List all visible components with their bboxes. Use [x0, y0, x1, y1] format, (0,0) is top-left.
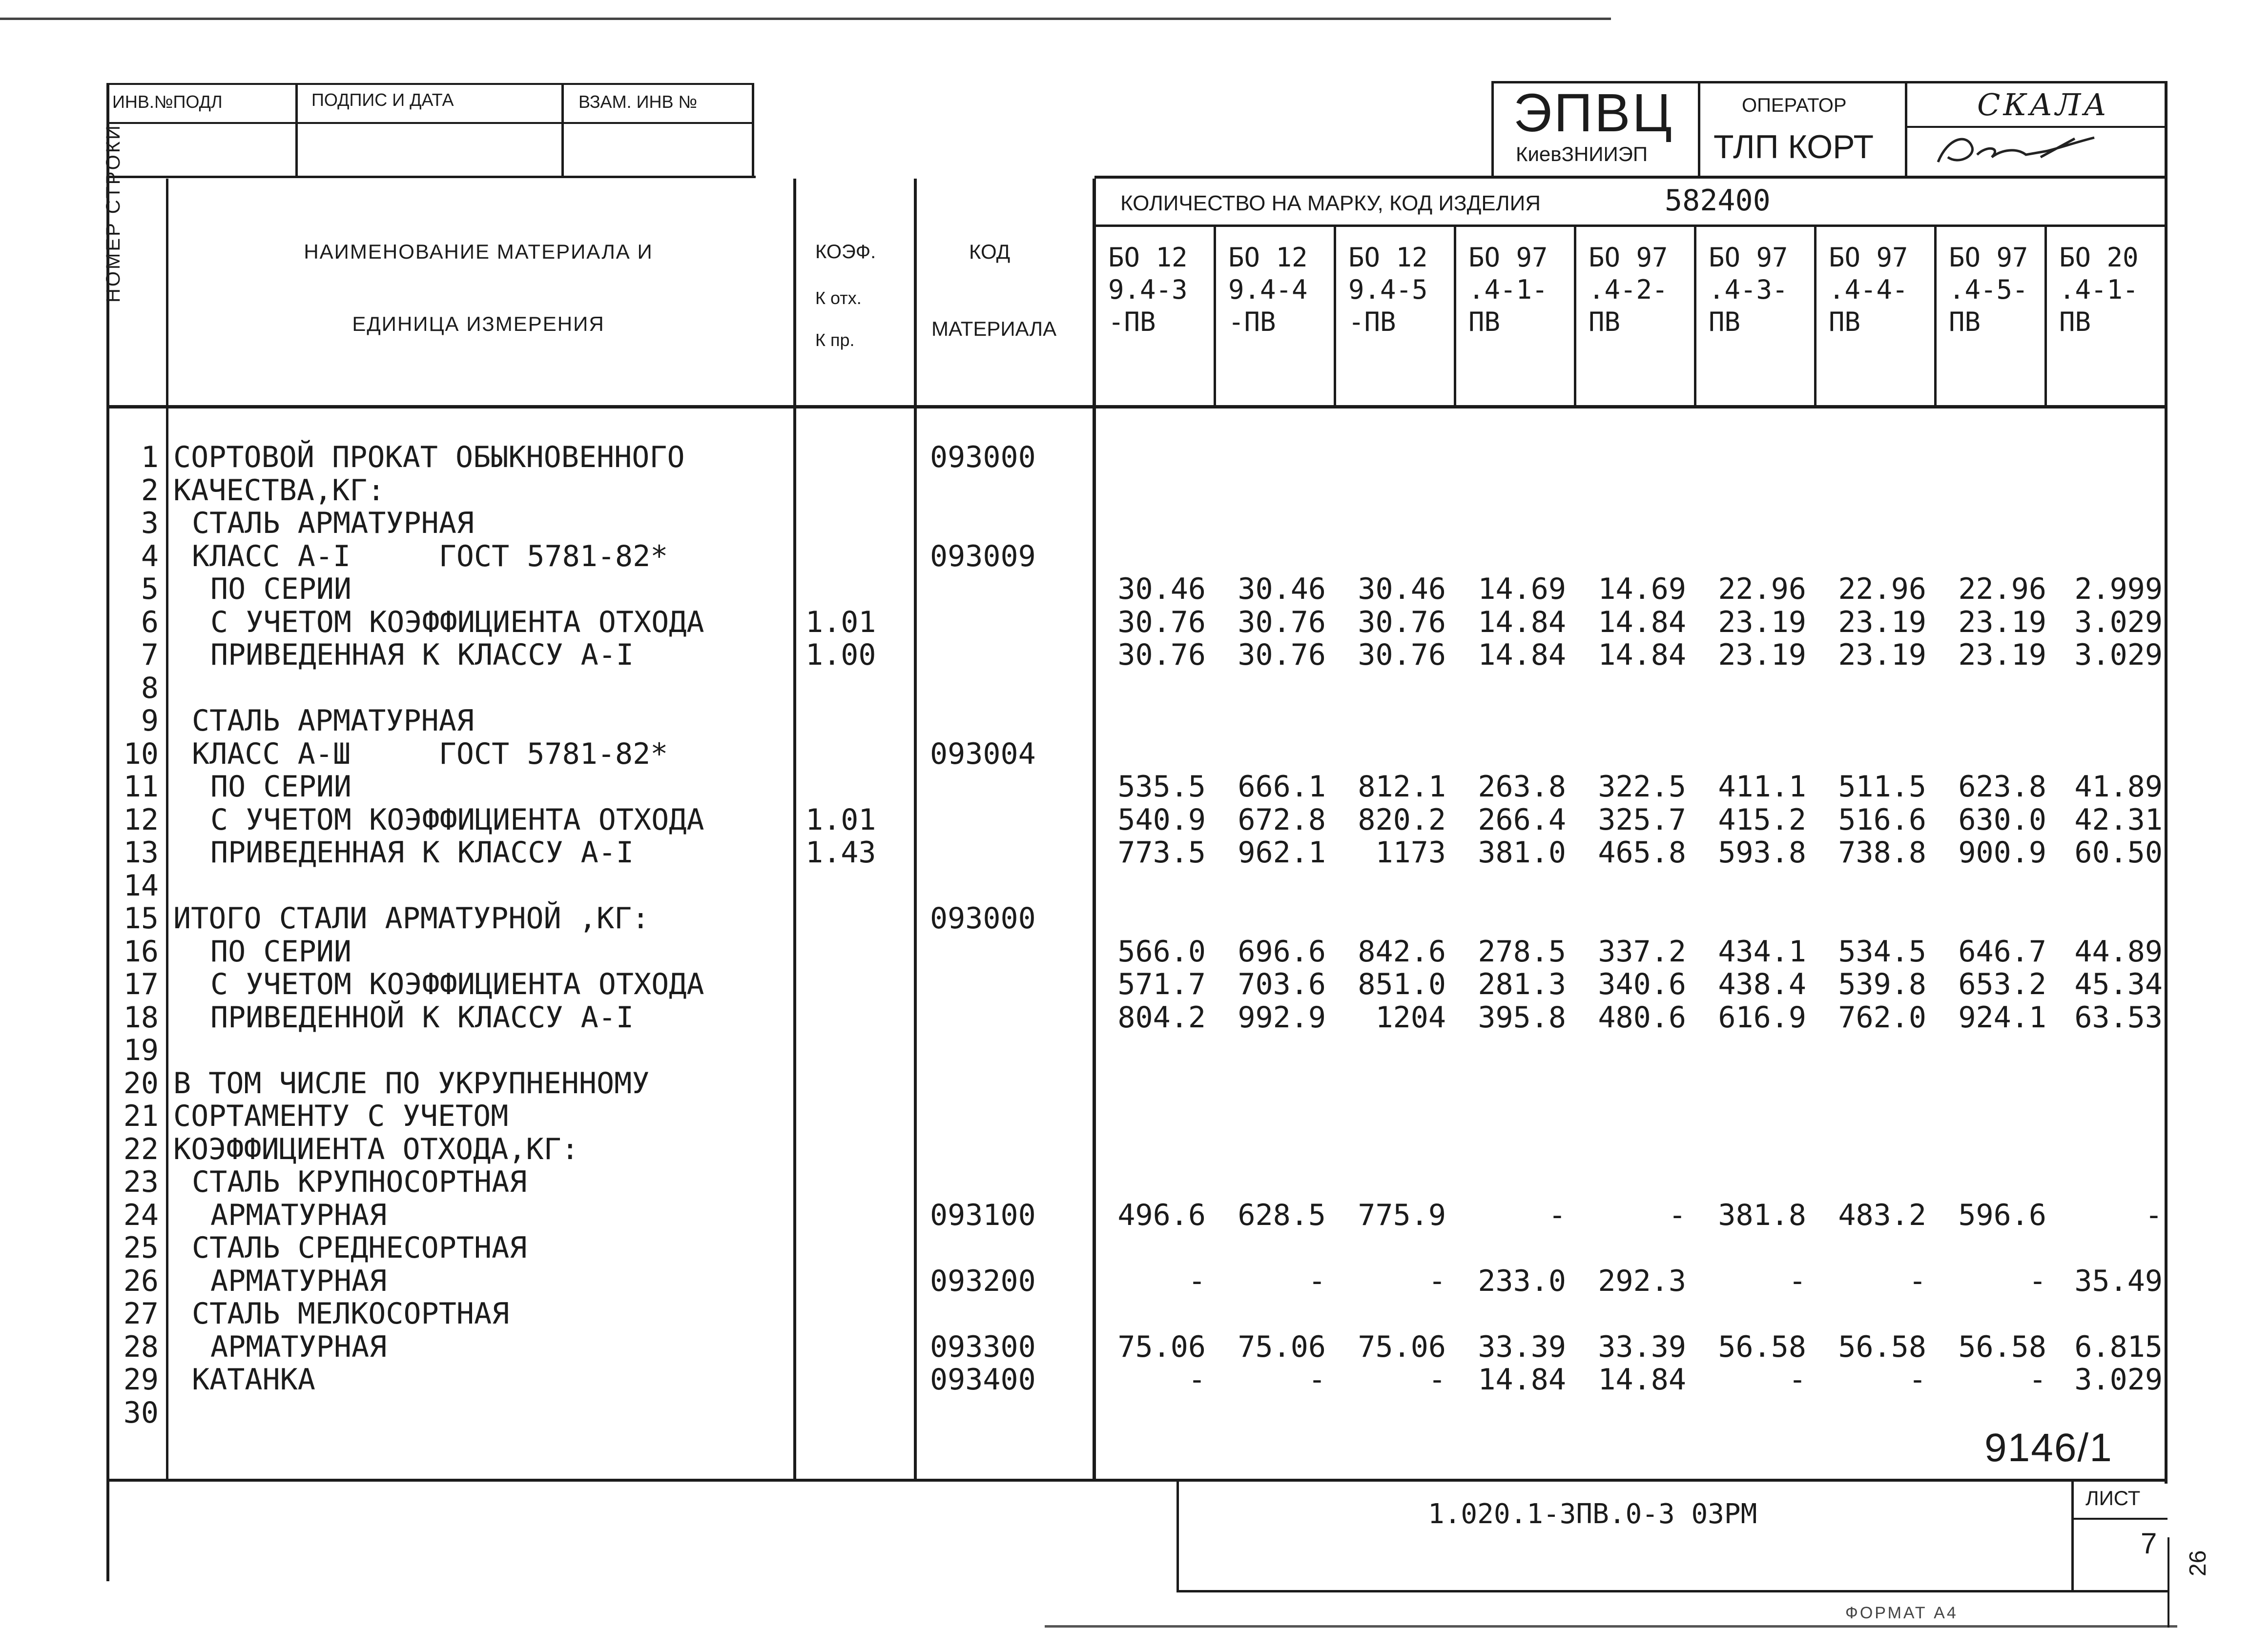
inv-number-label: ИНВ.№ПОДЛ: [112, 92, 223, 112]
material-code: 093004: [930, 736, 1036, 771]
quantity-cell: 773.5: [1117, 836, 1206, 870]
quantity-cell: 14.84: [1478, 638, 1566, 672]
sep-val-7: [1934, 224, 1937, 406]
quantity-cell: 337.2: [1598, 934, 1686, 969]
column-header-2-line-3: -ПВ: [1228, 306, 1276, 337]
row-number: 1: [141, 440, 159, 474]
quantity-cell: 666.1: [1238, 770, 1326, 804]
quantity-cell: 962.1: [1238, 836, 1326, 870]
quantity-cell: 511.5: [1838, 770, 1926, 804]
column-header-8-line-3: ПВ: [1949, 306, 1981, 337]
quantity-cell: 540.9: [1117, 802, 1206, 837]
row-number: 10: [123, 736, 159, 771]
quantity-cell: 696.6: [1238, 934, 1326, 969]
quantity-cell: 30.46: [1358, 572, 1446, 606]
quantity-cell: 266.4: [1478, 802, 1566, 837]
stamp-r-left: [1491, 81, 1494, 179]
material-description: СТАЛЬ СРЕДНЕСОРТНАЯ: [192, 1231, 527, 1265]
quantity-cell: 278.5: [1478, 934, 1566, 969]
row-number: 17: [123, 967, 159, 1001]
row-number: 28: [123, 1329, 159, 1364]
quantity-cell: 22.96: [1838, 572, 1926, 606]
coef-reduced-header: К пр.: [815, 330, 855, 350]
column-header-7-line-2: .4-4-: [1829, 274, 1908, 305]
quantity-cell: 496.6: [1117, 1198, 1206, 1232]
row-number-header: НОМЕР СТРОКИ: [103, 123, 124, 303]
material-description: С УЧЕТОМ КОЭФФИЦИЕНТА ОТХОДА: [210, 967, 704, 1001]
qty-per-mark-header: КОЛИЧЕСТВО НА МАРКУ, КОД ИЗДЕЛИЯ: [1120, 191, 1541, 215]
column-header-3-line-2: 9.4-5: [1348, 274, 1428, 305]
quantity-cell: 14.84: [1598, 605, 1686, 639]
quantity-cell: -: [1308, 1264, 1326, 1298]
material-description: ИТОГО СТАЛИ АРМАТУРНОЙ ,КГ:: [173, 901, 650, 936]
quantity-cell: 571.7: [1117, 967, 1206, 1001]
quantity-cell: 14.69: [1598, 572, 1686, 606]
quantity-cell: 812.1: [1358, 770, 1446, 804]
material-description: С УЧЕТОМ КОЭФФИЦИЕНТА ОТХОДА: [210, 605, 704, 639]
row-number: 2: [141, 473, 159, 508]
material-code: 093300: [930, 1329, 1036, 1364]
skala-handwriting: СКАЛА: [1977, 87, 2110, 122]
quantity-cell: 33.39: [1478, 1329, 1566, 1364]
quantity-cell: -: [1188, 1363, 1206, 1397]
sep-val-2: [1334, 224, 1336, 406]
quantity-cell: 924.1: [1958, 1000, 2046, 1035]
quantity-cell: -: [1908, 1363, 1926, 1397]
coef-waste-header: К отх.: [815, 288, 862, 308]
column-header-6-line-3: ПВ: [1709, 306, 1741, 337]
sep-val-6: [1814, 224, 1817, 406]
vzam-inv-label: ВЗАМ. ИНВ №: [578, 92, 698, 112]
quantity-cell: 6.815: [2074, 1329, 2163, 1364]
material-description: СТАЛЬ МЕЛКОСОРТНАЯ: [192, 1297, 510, 1331]
quantity-cell: 465.8: [1598, 836, 1686, 870]
quantity-cell: 30.76: [1358, 605, 1446, 639]
column-header-7-line-3: ПВ: [1829, 306, 1861, 337]
stamp-sep-2: [561, 83, 564, 178]
material-code: 093100: [930, 1198, 1036, 1232]
quantity-cell: 3.029: [2074, 638, 2163, 672]
quantity-cell: 30.76: [1117, 605, 1206, 639]
top-scan-line: [0, 18, 1611, 20]
stamp-line-mid: [106, 122, 753, 124]
body-bottom-line: [106, 1479, 2167, 1482]
coefficient-value: 1.01: [805, 802, 876, 837]
quantity-cell: 75.06: [1238, 1329, 1326, 1364]
material-code: 093200: [930, 1264, 1036, 1298]
quantity-cell: 438.4: [1718, 967, 1806, 1001]
unit-header: ЕДИНИЦА ИЗМЕРЕНИЯ: [352, 312, 605, 335]
material-description: СТАЛЬ АРМАТУРНАЯ: [192, 704, 474, 738]
row-number: 23: [123, 1165, 159, 1199]
sep-val-8: [2044, 224, 2047, 406]
quantity-cell: 281.3: [1478, 967, 1566, 1001]
item-code: 582400: [1665, 184, 1771, 218]
footer-side-box-right: [2167, 1537, 2169, 1628]
column-header-8-line-2: .4-5-: [1949, 274, 2028, 305]
quantity-cell: 411.1: [1718, 770, 1806, 804]
quantity-cell: 415.2: [1718, 802, 1806, 837]
quantity-cell: 516.6: [1838, 802, 1926, 837]
row-number: 12: [123, 802, 159, 837]
material-name-header: НАИМЕНОВАНИЕ МАТЕРИАЛА И: [304, 240, 653, 263]
column-header-6-line-1: БО 97: [1709, 242, 1788, 273]
stamp-r-sep-1: [1698, 81, 1700, 179]
quantity-cell: 3.029: [2074, 1363, 2163, 1397]
column-header-5-line-1: БО 97: [1589, 242, 1668, 273]
material-description: АРМАТУРНАЯ: [210, 1264, 387, 1298]
handwritten-number: 9146/1: [1984, 1426, 2113, 1470]
quantity-cell: -: [1428, 1363, 1446, 1397]
quantity-cell: 381.0: [1478, 836, 1566, 870]
quantity-cell: 60.50: [2074, 836, 2163, 870]
coef-header: КОЭФ.: [815, 241, 876, 263]
quantity-cell: 534.5: [1838, 934, 1926, 969]
quantity-cell: 14.69: [1478, 572, 1566, 606]
quantity-cell: 566.0: [1117, 934, 1206, 969]
quantity-cell: 23.19: [1718, 605, 1806, 639]
column-header-1-line-3: -ПВ: [1108, 306, 1156, 337]
row-number: 6: [141, 605, 159, 639]
quantity-cell: -: [1668, 1198, 1686, 1232]
column-header-2-line-2: 9.4-4: [1228, 274, 1308, 305]
material-description: АРМАТУРНАЯ: [210, 1198, 387, 1232]
stamp-line-right: [752, 83, 754, 178]
frame-right-line: [2165, 83, 2167, 1484]
quantity-cell: 322.5: [1598, 770, 1686, 804]
quantity-cell: 14.84: [1598, 638, 1686, 672]
material-description: ПО СЕРИИ: [210, 934, 351, 969]
quantity-cell: 263.8: [1478, 770, 1566, 804]
footer-bottom-line: [1177, 1590, 2167, 1592]
quantity-cell: 3.029: [2074, 605, 2163, 639]
quantity-cell: 30.76: [1117, 638, 1206, 672]
sheet-label: ЛИСТ: [2085, 1487, 2141, 1509]
quantity-cell: 2.999: [2074, 572, 2163, 606]
quantity-cell: 30.76: [1238, 638, 1326, 672]
qty-label-line: [1094, 224, 2167, 227]
column-header-5-line-2: .4-2-: [1589, 274, 1668, 305]
quantity-cell: -: [1788, 1363, 1806, 1397]
quantity-cell: -: [2028, 1363, 2046, 1397]
column-header-8-line-1: БО 97: [1949, 242, 2028, 273]
row-number: 9: [141, 704, 159, 738]
sep-rownum: [166, 179, 168, 1480]
material-description: СОРТОВОЙ ПРОКАТ ОБЫКНОВЕННОГО: [173, 440, 685, 474]
material-code: 093000: [930, 901, 1036, 936]
quantity-cell: 56.58: [1838, 1329, 1926, 1364]
column-header-9-line-3: ПВ: [2059, 306, 2091, 337]
sep-val-4: [1574, 224, 1576, 406]
row-number: 3: [141, 506, 159, 540]
column-header-7-line-1: БО 97: [1829, 242, 1908, 273]
quantity-cell: -: [2145, 1198, 2163, 1232]
quantity-cell: 616.9: [1718, 1000, 1806, 1035]
quantity-cell: 775.9: [1358, 1198, 1446, 1232]
column-header-5-line-3: ПВ: [1589, 306, 1621, 337]
material-code: 093400: [930, 1363, 1036, 1397]
operator-label: ОПЕРАТОР: [1742, 95, 1847, 116]
row-number: 13: [123, 836, 159, 870]
material-description: АРМАТУРНАЯ: [210, 1329, 387, 1364]
sign-date-label: ПОДПИС И ДАТА: [311, 90, 454, 110]
quantity-cell: 539.8: [1838, 967, 1926, 1001]
org-small-label: КиевЗНИИЭП: [1516, 143, 1648, 165]
row-number: 26: [123, 1264, 159, 1298]
row-number: 27: [123, 1297, 159, 1331]
row-number: 21: [123, 1099, 159, 1133]
row-number: 16: [123, 934, 159, 969]
quantity-cell: 381.8: [1718, 1198, 1806, 1232]
quantity-cell: 340.6: [1598, 967, 1686, 1001]
quantity-cell: 804.2: [1117, 1000, 1206, 1035]
quantity-cell: 23.19: [1838, 638, 1926, 672]
quantity-cell: 75.06: [1117, 1329, 1206, 1364]
row-number: 20: [123, 1066, 159, 1101]
quantity-cell: 842.6: [1358, 934, 1446, 969]
operator-signature: [1928, 128, 2133, 177]
row-number: 15: [123, 901, 159, 936]
material-description: ПО СЕРИИ: [210, 770, 351, 804]
quantity-cell: 535.5: [1117, 770, 1206, 804]
stamp-line-top: [106, 83, 753, 85]
quantity-cell: 30.76: [1238, 605, 1326, 639]
quantity-cell: 851.0: [1358, 967, 1446, 1001]
quantity-cell: -: [1548, 1198, 1566, 1232]
quantity-cell: 646.7: [1958, 934, 2046, 969]
material-description: КОЭФФИЦИЕНТА ОТХОДА,КГ:: [173, 1132, 579, 1166]
material-code-header: МАТЕРИАЛА: [931, 317, 1057, 340]
footer-sheet-sep: [2071, 1480, 2074, 1592]
coefficient-value: 1.00: [805, 638, 876, 672]
quantity-cell: 434.1: [1718, 934, 1806, 969]
operator-name: ТЛП КОРТ: [1713, 128, 1874, 165]
quantity-cell: 292.3: [1598, 1264, 1686, 1298]
row-number: 8: [141, 671, 159, 705]
column-header-4-line-2: .4-1-: [1468, 274, 1548, 305]
quantity-cell: 1173: [1375, 836, 1446, 870]
material-description: ПРИВЕДЕННАЯ К КЛАССУ А-I: [210, 638, 634, 672]
quantity-cell: 23.19: [1838, 605, 1926, 639]
quantity-cell: 480.6: [1598, 1000, 1686, 1035]
footer-left-sep: [1177, 1480, 1179, 1592]
row-number: 22: [123, 1132, 159, 1166]
quantity-cell: 623.8: [1958, 770, 2046, 804]
coefficient-value: 1.01: [805, 605, 876, 639]
quantity-cell: -: [1908, 1264, 1926, 1298]
quantity-cell: 653.2: [1958, 967, 2046, 1001]
row-number: 4: [141, 539, 159, 573]
quantity-cell: 30.46: [1117, 572, 1206, 606]
footer-sheet-line: [2071, 1518, 2167, 1520]
code-header: КОД: [969, 240, 1011, 263]
material-code: 093009: [930, 539, 1036, 573]
quantity-cell: 325.7: [1598, 802, 1686, 837]
material-description: ПРИВЕДЕННАЯ К КЛАССУ А-I: [210, 836, 634, 870]
material-description: КЛАСС А-I ГОСТ 5781-82*: [192, 539, 668, 573]
quantity-cell: 628.5: [1238, 1198, 1326, 1232]
column-header-9-line-2: .4-1-: [2059, 274, 2139, 305]
header-bottom-line: [106, 405, 2167, 408]
column-header-4-line-1: БО 97: [1468, 242, 1548, 273]
quantity-cell: 820.2: [1358, 802, 1446, 837]
material-description: КАЧЕСТВА,КГ:: [173, 473, 385, 508]
org-big-label: ЭПВЦ: [1513, 83, 1674, 143]
material-description: СОРТАМЕНТУ С УЧЕТОМ: [173, 1099, 509, 1133]
quantity-cell: 738.8: [1838, 836, 1926, 870]
bottom-stray-line: [1045, 1625, 2177, 1628]
quantity-cell: 30.46: [1238, 572, 1326, 606]
column-header-1-line-1: БО 12: [1108, 242, 1188, 273]
column-header-9-line-1: БО 20: [2059, 242, 2139, 273]
quantity-cell: -: [1188, 1264, 1206, 1298]
quantity-cell: 233.0: [1478, 1264, 1566, 1298]
row-number: 5: [141, 572, 159, 606]
quantity-cell: 35.49: [2074, 1264, 2163, 1298]
row-number: 11: [123, 770, 159, 804]
quantity-cell: 900.9: [1958, 836, 2046, 870]
quantity-cell: 63.53: [2074, 1000, 2163, 1035]
coefficient-value: 1.43: [805, 836, 876, 870]
quantity-cell: 30.76: [1358, 638, 1446, 672]
column-header-4-line-3: ПВ: [1468, 306, 1501, 337]
quantity-cell: 630.0: [1958, 802, 2046, 837]
sep-coef: [914, 179, 917, 1480]
sep-material: [793, 179, 796, 1480]
quantity-cell: -: [1308, 1363, 1326, 1397]
column-header-3-line-1: БО 12: [1348, 242, 1428, 273]
sep-val-5: [1694, 224, 1696, 406]
quantity-cell: 703.6: [1238, 967, 1326, 1001]
quantity-cell: 41.89: [2074, 770, 2163, 804]
quantity-cell: 42.31: [2074, 802, 2163, 837]
quantity-cell: 992.9: [1238, 1000, 1326, 1035]
sep-val-1: [1214, 224, 1216, 406]
quantity-cell: 14.84: [1478, 605, 1566, 639]
row-number: 29: [123, 1363, 159, 1397]
material-description: ПО СЕРИИ: [210, 572, 351, 606]
quantity-cell: 75.06: [1358, 1329, 1446, 1364]
material-description: СТАЛЬ АРМАТУРНАЯ: [192, 506, 474, 540]
column-header-1-line-2: 9.4-3: [1108, 274, 1188, 305]
quantity-cell: 14.84: [1478, 1363, 1566, 1397]
quantity-cell: 44.89: [2074, 934, 2163, 969]
row-number: 24: [123, 1198, 159, 1232]
quantity-cell: 56.58: [1958, 1329, 2046, 1364]
material-description: С УЧЕТОМ КОЭФФИЦИЕНТА ОТХОДА: [210, 802, 704, 837]
quantity-cell: 395.8: [1478, 1000, 1566, 1035]
sep-val-3: [1454, 224, 1456, 406]
quantity-cell: -: [1428, 1264, 1446, 1298]
quantity-cell: 672.8: [1238, 802, 1326, 837]
row-number: 18: [123, 1000, 159, 1035]
quantity-cell: 23.19: [1718, 638, 1806, 672]
quantity-cell: 22.96: [1958, 572, 2046, 606]
table-top-line: [106, 176, 756, 178]
stamp-sep-1: [295, 83, 298, 178]
row-number: 30: [123, 1395, 159, 1430]
row-number: 25: [123, 1231, 159, 1265]
row-number: 14: [123, 868, 159, 903]
stamp-r-sep-2: [1905, 81, 1907, 179]
quantity-cell: 23.19: [1958, 638, 2046, 672]
row-number: 7: [141, 638, 159, 672]
material-description: СТАЛЬ КРУПНОСОРТНАЯ: [192, 1165, 527, 1199]
quantity-cell: 56.58: [1718, 1329, 1806, 1364]
material-description: КАТАНКА: [192, 1363, 315, 1397]
quantity-cell: 14.84: [1598, 1363, 1686, 1397]
quantity-cell: 483.2: [1838, 1198, 1926, 1232]
quantity-cell: 1204: [1375, 1000, 1446, 1035]
sheet-number: 7: [2141, 1527, 2157, 1560]
quantity-cell: 593.8: [1718, 836, 1806, 870]
quantity-cell: 762.0: [1838, 1000, 1926, 1035]
column-header-6-line-2: .4-3-: [1709, 274, 1788, 305]
quantity-cell: -: [1788, 1264, 1806, 1298]
material-description: ПРИВЕДЕННОЙ К КЛАССУ А-I: [210, 1000, 634, 1035]
material-description: В ТОМ ЧИСЛЕ ПО УКРУПНЕННОМУ: [173, 1066, 650, 1101]
side-mark: 26: [2185, 1550, 2211, 1576]
material-code: 093000: [930, 440, 1036, 474]
row-number: 19: [123, 1033, 159, 1067]
document-code: 1.020.1-3ПВ.0-3 03РМ: [1428, 1498, 1757, 1530]
column-header-3-line-3: -ПВ: [1348, 306, 1396, 337]
quantity-cell: -: [2028, 1264, 2046, 1298]
quantity-cell: 33.39: [1598, 1329, 1686, 1364]
quantity-cell: 45.34: [2074, 967, 2163, 1001]
material-description: КЛАСС А-Ш ГОСТ 5781-82*: [192, 736, 668, 771]
format-label: ФОРМАТ А4: [1845, 1604, 1958, 1622]
column-header-2-line-1: БО 12: [1228, 242, 1308, 273]
quantity-cell: 23.19: [1958, 605, 2046, 639]
quantity-cell: 22.96: [1718, 572, 1806, 606]
quantity-cell: 596.6: [1958, 1198, 2046, 1232]
